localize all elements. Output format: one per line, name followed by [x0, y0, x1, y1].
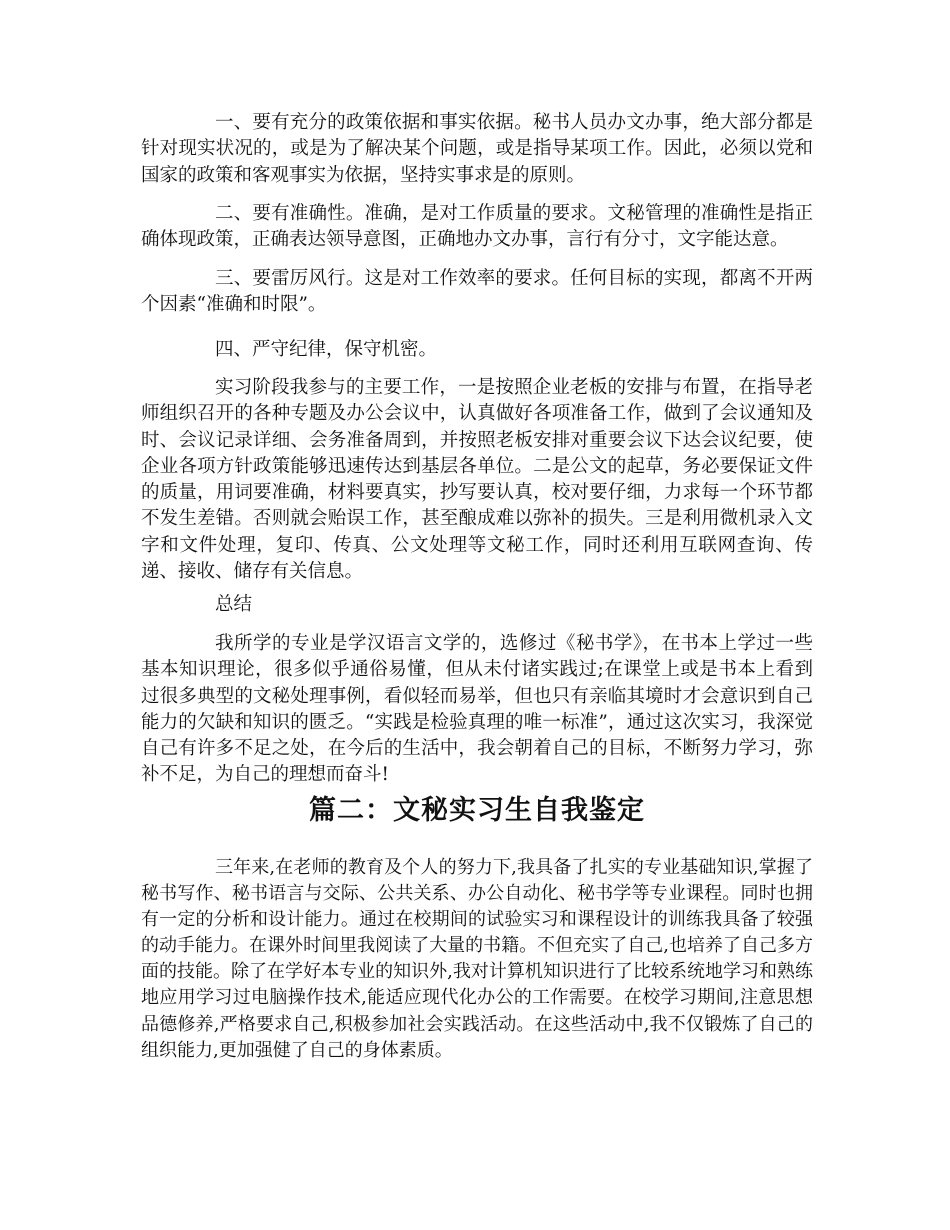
paragraph-summary: 我所学的专业是学汉语言文学的，选修过《秘书学》，在书本上学过一些基本知识理论，很多似乎通俗易懂，但从未付诸实践过;在课堂上或是书本上看到过很多典型的文秘处理事例，看似轻而易举，但也只有亲临其境时才会意识到自己能力的欠缺和知识的匮乏。“实践是检验真理的唯一标准”，通过这次实习，我深觉自己有许多不足之处，在今后的生活中，我会朝着自己的目标，不断努力学习，弥补不足，为自己的理想而奋斗! — [141, 633, 813, 786]
paragraph-policy-basis: 一、要有充分的政策依据和事实依据。秘书人员办文办事，绝大部分都是针对现实状况的，或是为了解决某个问题，或是指导某项工作。因此，必须以党和国家的政策和客观事实为依据，坚持实事求是的原则。 — [141, 112, 813, 186]
paragraph-efficiency: 三、要雷厉风行。这是对工作效率的要求。任何目标的实现，都离不开两个因素“准确和时限”。 — [141, 268, 813, 316]
section-title: 篇二：文秘实习生自我鉴定 — [309, 795, 645, 826]
paragraph-confidentiality: 四、严守纪律，保守机密。 — [215, 339, 438, 360]
paragraph-accuracy: 二、要有准确性。准确，是对工作质量的要求。文秘管理的准确性是指正确体现政策，正确表达领导意图，正确地办文办事，言行有分寸，文字能达意。 — [141, 203, 813, 251]
paragraph-self-assessment: 三年来,在老师的教育及个人的努力下,我具备了扎实的专业基础知识,掌握了秘书写作、秘书语言与交际、公共关系、办公自动化、秘书学等专业课程。同时也拥有一定的分析和设计能力。通过在校期间的试验实习和课程设计的训练我具备了较强的动手能力。在课外时间里我阅读了大量的书籍。不但充实了自己,也培养了自己多方面的技能。除了在学好本专业的知识外,我对计算机知识进行了比较系统地学习和熟练地应用学习过电脑操作技术,能适应现代化办公的工作需要。在校学习期间,注意思想品德修养,严格要求自己,积极参加社会实践活动。在这些活动中,我不仅锻炼了自己的组织能力,更加强健了自己的身体素质。 — [141, 857, 813, 1061]
paragraph-internship-work: 实习阶段我参与的主要工作，一是按照企业老板的安排与布置，在指导老师组织召开的各种专题及办公会议中，认真做好各项准备工作，做到了会议通知及时、会议记录详细、会务准备周到，并按照老板安排对重要会议下达会议纪要，使企业各项方针政策能够迅速传达到基层各单位。二是公文的起草，务必要保证文件的质量，用词要准确，材料要真实，抄写要认真，校对要仔细，力求每一个环节都不发生差错。否则就会贻误工作，甚至酿成难以弥补的损失。三是利用微机录入文字和文件处理，复印、传真、公文处理等文秘工作，同时还利用互联网查询、传递、接收、储存有关信息。 — [141, 377, 813, 583]
paragraph-summary-heading: 总结 — [215, 594, 253, 615]
